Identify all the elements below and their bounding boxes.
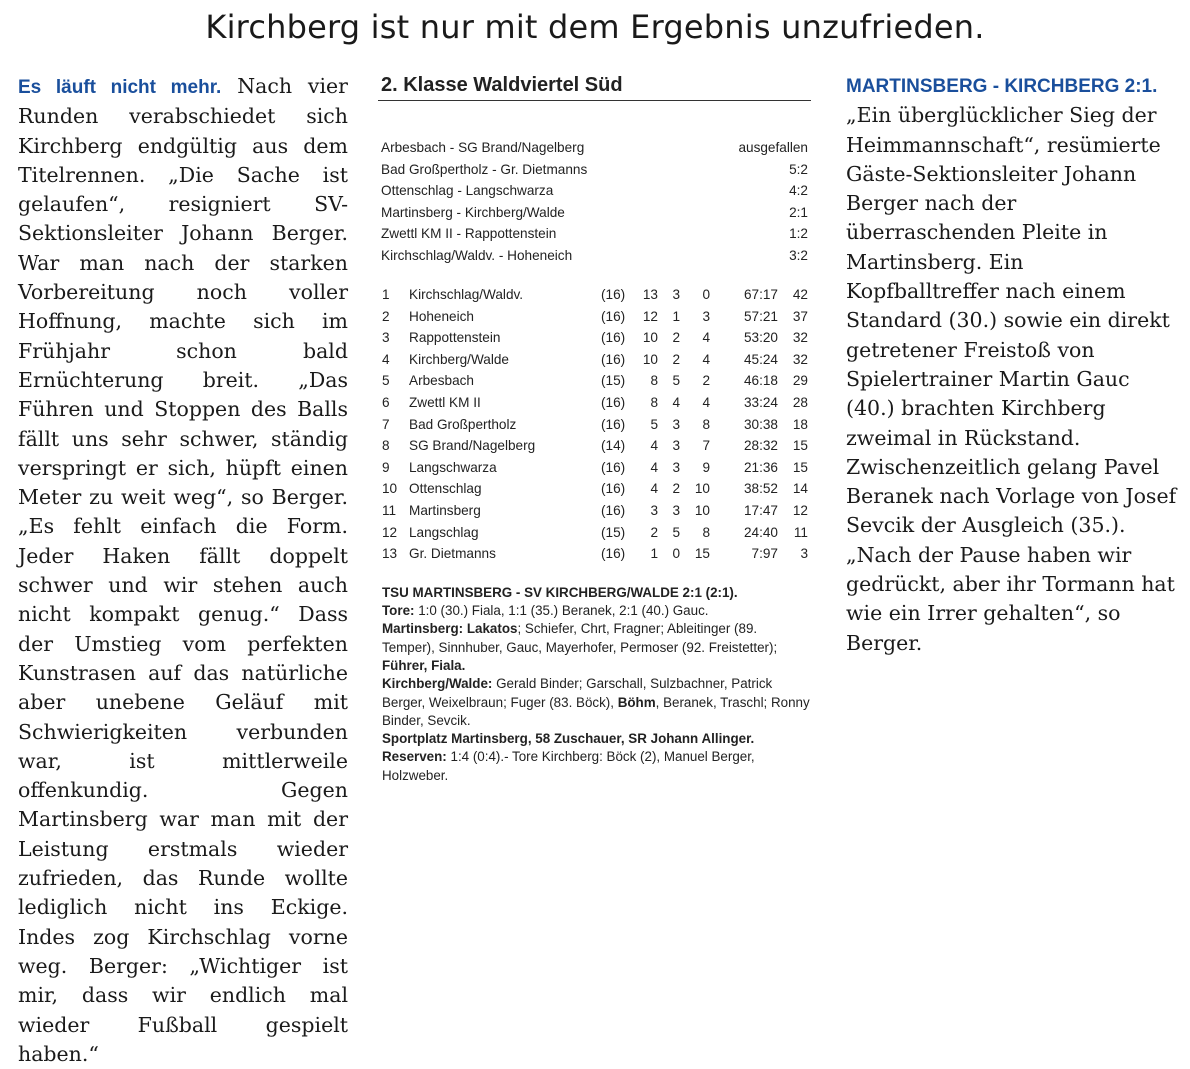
result-match: Arbesbach - SG Brand/Nagelberg [381, 140, 585, 155]
standings-losses: 8 [702, 524, 710, 540]
standings-row [378, 457, 810, 479]
standings-pos: 7 [382, 416, 390, 432]
standings-wins: 2 [650, 524, 658, 540]
result-score: 3:2 [789, 247, 808, 263]
standings-losses: 15 [694, 546, 710, 562]
standings-losses: 4 [702, 394, 710, 410]
standings-goals: 28:32 [743, 438, 778, 454]
standings-losses: 10 [694, 481, 710, 497]
right-heading: MARTINSBERG - KIRCHBERG 2:1. [846, 76, 1158, 97]
standings-row [378, 392, 810, 414]
result-score: 5:2 [789, 161, 808, 177]
standings-pos: 5 [382, 373, 390, 389]
result-match: Martinsberg - Kirchberg/Walde [381, 204, 565, 220]
home-lineup-bold-end: Führer, Fiala. [382, 657, 466, 673]
standings-team: Langschlag [409, 524, 479, 540]
standings-wins: 1 [650, 546, 658, 562]
standings-wins: 3 [650, 502, 658, 518]
standings-pos: 4 [382, 351, 390, 367]
left-text-column [18, 72, 348, 1069]
standings-games: (16) [601, 394, 626, 410]
standings-points: 15 [792, 438, 808, 454]
standings-pos: 10 [382, 481, 398, 497]
standings-points: 14 [792, 481, 808, 497]
standings-pos: 9 [382, 459, 390, 475]
standings-pos: 1 [382, 287, 390, 302]
article-headline: Kirchberg ist nur mit dem Ergebnis unzufrieden. [205, 8, 985, 46]
standings-team: Martinsberg [409, 502, 481, 518]
goals-text: 1:0 (30.) Fiala, 1:1 (35.) Beranek, 2:1 (40.) Gauc. [418, 603, 709, 619]
standings-wins: 4 [650, 481, 658, 497]
standings-points: 15 [792, 459, 808, 475]
away-lineup-bold: Böhm [617, 694, 656, 710]
standings-row [378, 306, 810, 328]
standings-row [378, 327, 810, 349]
standings-row [378, 500, 810, 522]
away-lineup-text-2: , Beranek, Traschl; Ronny Binder, Sevcik. [382, 694, 810, 728]
standings-games: (16) [601, 502, 626, 518]
standings-games: (16) [601, 546, 626, 562]
standings-losses: 3 [702, 308, 710, 324]
standings-team: Zwettl KM II [409, 394, 481, 410]
standings-games: (16) [601, 287, 626, 302]
standings-games: (16) [601, 459, 626, 475]
standings-team: Arbesbach [409, 373, 474, 389]
standings-draws: 0 [672, 546, 680, 562]
away-lineup [382, 675, 810, 730]
standings-team: SG Brand/Nagelberg [409, 438, 536, 454]
standings-wins: 12 [642, 308, 658, 324]
standings-losses: 8 [702, 416, 710, 432]
standings-points: 32 [792, 330, 808, 346]
standings-wins: 4 [650, 438, 658, 454]
standings-team: Rappottenstein [409, 330, 501, 346]
result-match: Zwettl KM II - Rappottenstein [381, 226, 557, 241]
standings-points: 29 [792, 373, 808, 389]
standings-row [378, 478, 810, 500]
standings-draws: 3 [672, 416, 680, 432]
standings-row [378, 414, 810, 436]
standings-wins: 10 [642, 351, 658, 367]
standings-wins: 10 [642, 330, 658, 346]
standings-draws: 2 [672, 330, 680, 346]
standings-pos: 3 [382, 330, 390, 346]
standings-row [378, 435, 810, 457]
standings-row [378, 543, 810, 565]
standings-wins: 4 [650, 459, 658, 475]
standings-points: 32 [792, 351, 808, 367]
standings-team: Langschwarza [409, 459, 497, 475]
result-row [378, 137, 810, 159]
standings-points: 12 [792, 502, 808, 518]
standings-team: Hoheneich [409, 308, 474, 324]
standings-draws: 1 [672, 308, 680, 324]
venue-info: Sportplatz Martinsberg, 58 Zuschauer, SR Johann Allinger. [382, 731, 755, 747]
standings-wins: 8 [650, 373, 658, 389]
standings-draws: 2 [672, 481, 680, 497]
left-lead: Es läuft nicht mehr. [18, 77, 222, 98]
league-column [378, 72, 810, 785]
home-keeper: Lakatos [466, 621, 518, 637]
standings-goals: 57:21 [743, 308, 778, 324]
standings-row [378, 522, 810, 544]
standings-pos: 12 [382, 524, 398, 540]
right-body-text: „Ein überglücklicher Sieg der Heimmannschaft“, resümierte Gäste-Sektionsleiter Johann Berger nach der überraschenden Pleite in Martinsberg. Ein Kopfballtreffer nach einem Standard (30.) sowie ein direkt getretener Freistoß von Spielertrainer Martin Gauc (40.) brachten Kirchberg zweimal in Rückstand. Zwischenzeitlich gelang Pavel Beranek nach Vorlage von Josef Sevcik der Ausgleich (35.). „Nach der Pause haben wir gedrückt, aber ihr Tormann hat wie ein Irrer gehalten“, so Berger. [846, 103, 1177, 655]
standings-games: (16) [601, 330, 626, 346]
standings-team: Ottenschlag [409, 481, 482, 497]
standings-games: (16) [601, 308, 626, 324]
standings-wins: 13 [642, 287, 658, 302]
left-body-text: Nach vier Runden verabschiedet sich Kirchberg endgültig aus dem Titelrennen. „Die Sache ist gelaufen“, resigniert SV-Sektionsleiter Johann Berger. War man nach der starken Vorbereitung noch voller Hoffnung, machte sich im Frühjahr schon bald Ernüchterung breit. „Das Führen und Stoppen des Balls fällt uns sehr schwer, ständig verspringt er sich, hüpft einen Meter zu weit weg“, so Berger. „Es fehlt einfach die Form. Jeder Haken fällt doppelt schwer und wir stehen auch nicht kompakt genug.“ Dass der Umstieg vom perfekten Kunstrasen auf das natürliche aber unebene Geläuf mit Schwierigkeiten verbunden war, ist mittlerweile offenkundig. Gegen Martinsberg war man mit der Leistung erstmals wieder zufrieden, das Runde wollte lediglich nicht ins Eckige. Indes zog Kirchschlag vorne weg. Berger: „Wichtiger ist mir, dass wir endlich mal wieder Fußball gespielt haben.“ [18, 74, 348, 1066]
standings-goals: 45:24 [743, 351, 778, 367]
standings-draws: 5 [672, 373, 680, 389]
standings-points: 18 [792, 416, 808, 432]
standings-goals: 46:18 [743, 373, 778, 389]
match-report-title: TSU MARTINSBERG - SV KIRCHBERG/WALDE 2:1 (2:1). [382, 584, 738, 600]
standings-row [378, 349, 810, 371]
results-list [378, 137, 810, 266]
reserves-label: Reserven: [382, 749, 447, 765]
standings-draws: 3 [672, 287, 680, 302]
home-lineup [382, 620, 810, 675]
standings-row [378, 370, 810, 392]
reserves-text: 1:4 (0:4).- Tore Kirchberg: Böck (2), Manuel Berger, Holzweber. [382, 749, 755, 783]
standings-goals: 30:38 [743, 416, 778, 432]
standings-goals: 21:36 [743, 459, 778, 475]
result-row [378, 159, 810, 181]
result-row [378, 223, 810, 245]
standings-losses: 2 [702, 373, 710, 389]
result-match: Ottenschlag - Langschwarza [381, 183, 554, 198]
standings-games: (16) [601, 481, 626, 497]
standings-goals: 53:20 [743, 330, 778, 346]
match-report [378, 584, 810, 785]
away-label: Kirchberg/Walde: [382, 676, 493, 692]
standings-points: 42 [792, 287, 808, 302]
standings-losses: 4 [702, 330, 710, 346]
standings-goals: 24:40 [743, 524, 778, 540]
standings-wins: 5 [650, 416, 658, 432]
result-score: ausgefallen [738, 140, 808, 155]
standings-draws: 4 [672, 394, 680, 410]
result-row [378, 180, 810, 202]
standings-goals: 17:47 [743, 502, 778, 518]
standings-games: (15) [601, 524, 626, 540]
standings-team: Kirchberg/Walde [409, 351, 509, 367]
standings-wins: 8 [650, 394, 658, 410]
standings-pos: 13 [382, 546, 398, 562]
league-title: 2. Klasse Waldviertel Süd [378, 72, 811, 101]
standings-points: 37 [792, 308, 808, 324]
standings-points: 3 [800, 546, 808, 562]
home-label: Martinsberg: [382, 621, 464, 637]
result-row [378, 245, 810, 267]
standings-games: (16) [601, 416, 626, 432]
right-text-column [846, 72, 1178, 658]
result-score: 1:2 [789, 226, 808, 241]
standings-team: Bad Großpertholz [409, 416, 517, 432]
standings-losses: 9 [702, 459, 710, 475]
standings-games: (14) [601, 438, 626, 454]
standings-draws: 3 [672, 502, 680, 518]
result-match: Kirchschlag/Waldv. - Hoheneich [381, 247, 573, 263]
match-goals [382, 602, 810, 620]
standings-goals: 33:24 [743, 394, 778, 410]
standings-points: 28 [792, 394, 808, 410]
standings-losses: 4 [702, 351, 710, 367]
standings-draws: 3 [672, 459, 680, 475]
standings-draws: 3 [672, 438, 680, 454]
standings-table [378, 284, 810, 565]
standings-draws: 5 [672, 524, 680, 540]
standings-pos: 11 [382, 502, 397, 518]
result-score: 2:1 [789, 204, 808, 220]
standings-points: 11 [793, 524, 808, 540]
reserves-info [382, 748, 810, 785]
result-score: 4:2 [789, 183, 808, 198]
home-lineup-text: ; Schiefer, Chrt, Fragner; Ableitinger (89. Temper), Sinnhuber, Gauc, Mayerhofer, Permoser (92. Freistetter); [382, 621, 778, 655]
standings-losses: 10 [694, 502, 710, 518]
standings-pos: 6 [382, 394, 390, 410]
away-lineup-text-1: Gerald Binder; Garschall, Sulzbachner, Patrick Berger, Weixelbraun; Fuger (83. Böck), [382, 676, 773, 710]
standings-pos: 2 [382, 308, 390, 324]
standings-pos: 8 [382, 438, 390, 454]
standings-goals: 38:52 [743, 481, 778, 497]
goals-label: Tore: [382, 603, 415, 619]
result-row [378, 202, 810, 224]
standings-team: Gr. Dietmanns [409, 546, 496, 562]
standings-row [378, 284, 810, 306]
standings-games: (15) [601, 373, 626, 389]
standings-team: Kirchschlag/Waldv. [409, 287, 524, 302]
result-match: Bad Großpertholz - Gr. Dietmanns [381, 161, 588, 177]
standings-games: (16) [601, 351, 626, 367]
standings-losses: 0 [702, 287, 710, 302]
standings-losses: 7 [702, 438, 710, 454]
standings-draws: 2 [672, 351, 680, 367]
standings-goals: 7:97 [751, 546, 778, 562]
standings-goals: 67:17 [743, 287, 778, 302]
